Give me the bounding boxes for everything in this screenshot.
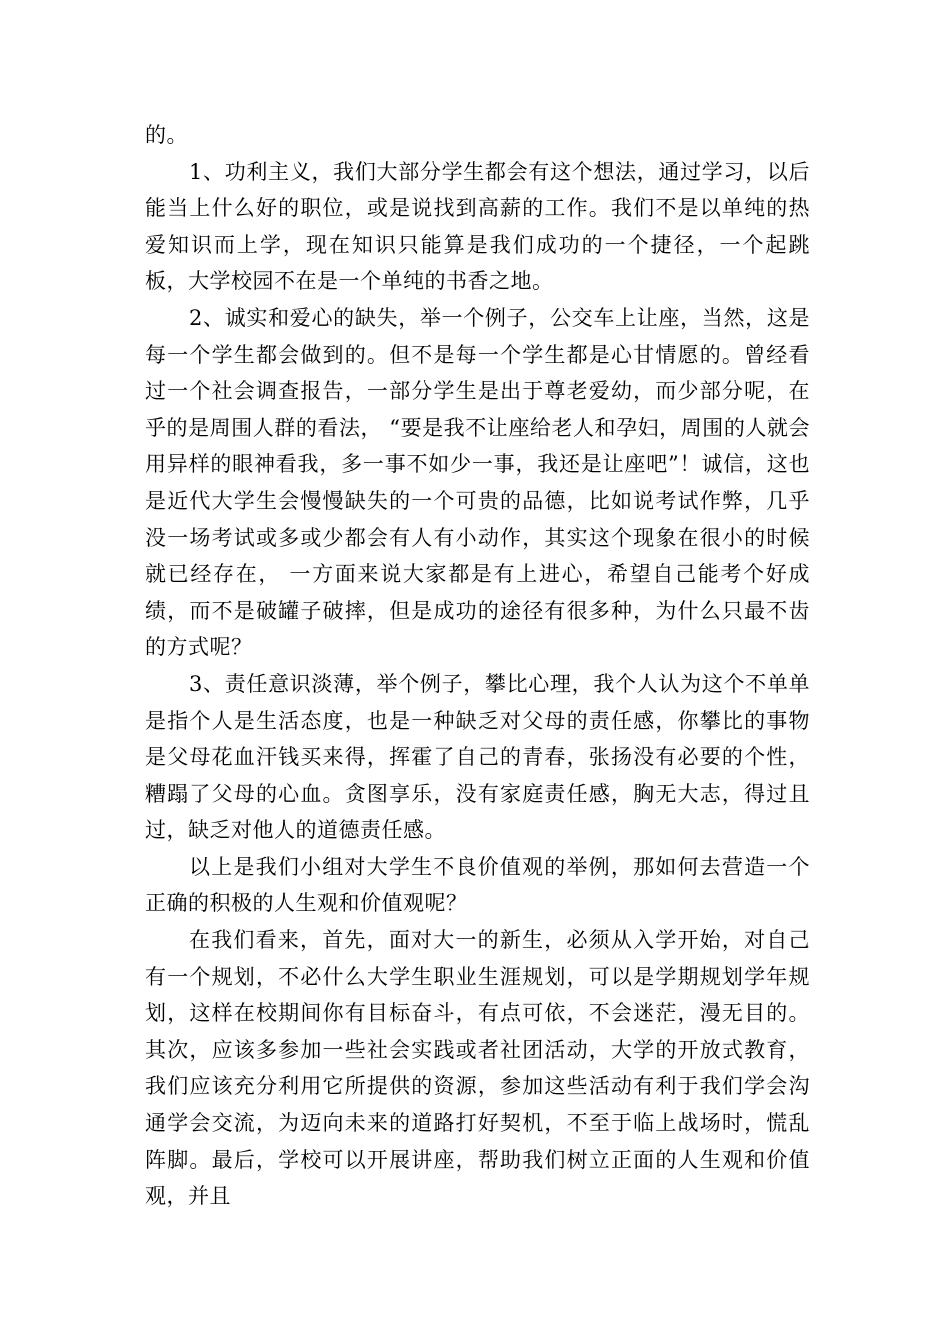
paragraph-continuation: 的。	[145, 123, 188, 147]
paragraph-utilitarianism: 1、功利主义，我们大部分学生都会有这个想法，通过学习，以后能当上什么好的职位，或是说找到高薪的工作。我们不是以单纯的热爱知识而上学，现在知识只能算是我们成功的一个捷径，一个起跳板，大学校园不在是一个单纯的书香之地。	[145, 159, 810, 294]
document-page	[145, 117, 810, 1215]
paragraph-solutions: 在我们看来，首先，面对大一的新生，必须从入学开始，对自己有一个规划，不必什么大学生职业生涯规划，可以是学期规划学年规划，这样在校期间你有目标奋斗，有点可依，不会迷茫，漫无目的。其次，应该多参加一些社会实践或者社团活动，大学的开放式教育，我们应该充分利用它所提供的资源，参加这些活动有利于我们学会沟通学会交流，为迈向未来的道路打好契机，不至于临上战场时，慌乱阵脚。最后，学校可以开展讲座，帮助我们树立正面的人生观和价值观，并且	[145, 928, 810, 1209]
paragraph-summary: 以上是我们小组对大学生不良价值观的举例，那如何去营造一个正确的积极的人生观和价值观呢？	[145, 854, 810, 916]
paragraph-honesty: 2、诚实和爱心的缺失，举一个例子，公交车上让座，当然，这是每一个学生都会做到的。但不是每一个学生都是心甘情愿的。曾经看过一个社会调查报告，一部分学生是出于尊老爱幼，而少部分呢，在乎的是周围人群的看法， “要是我不让座给老人和孕妇，周围的人就会用异样的眼神看我，多一事不如少一事，我还是让座吧”！诚信，这也是近代大学生会慢慢缺失的一个可贵的品德，比如说考试作弊，几乎没一场考试或多或少都会有人有小动作，其实这个现象在很小的时候就已经存在， 一方面来说大家都是有上进心，希望自己能考个好成绩，而不是破罐子破摔，但是成功的途径有很多种，为什么只最不齿的方式呢？	[145, 305, 810, 660]
paragraph-responsibility: 3、责任意识淡薄，举个例子，攀比心理，我个人认为这个不单单是指个人是生活态度，也是一种缺乏对父母的责任感，你攀比的事物是父母花血汗钱买来得，挥霍了自己的青春，张扬没有必要的个性，糟蹋了父母的心血。贪图享乐，没有家庭责任感，胸无大志，得过且过，缺乏对他人的道德责任感。	[145, 671, 810, 843]
